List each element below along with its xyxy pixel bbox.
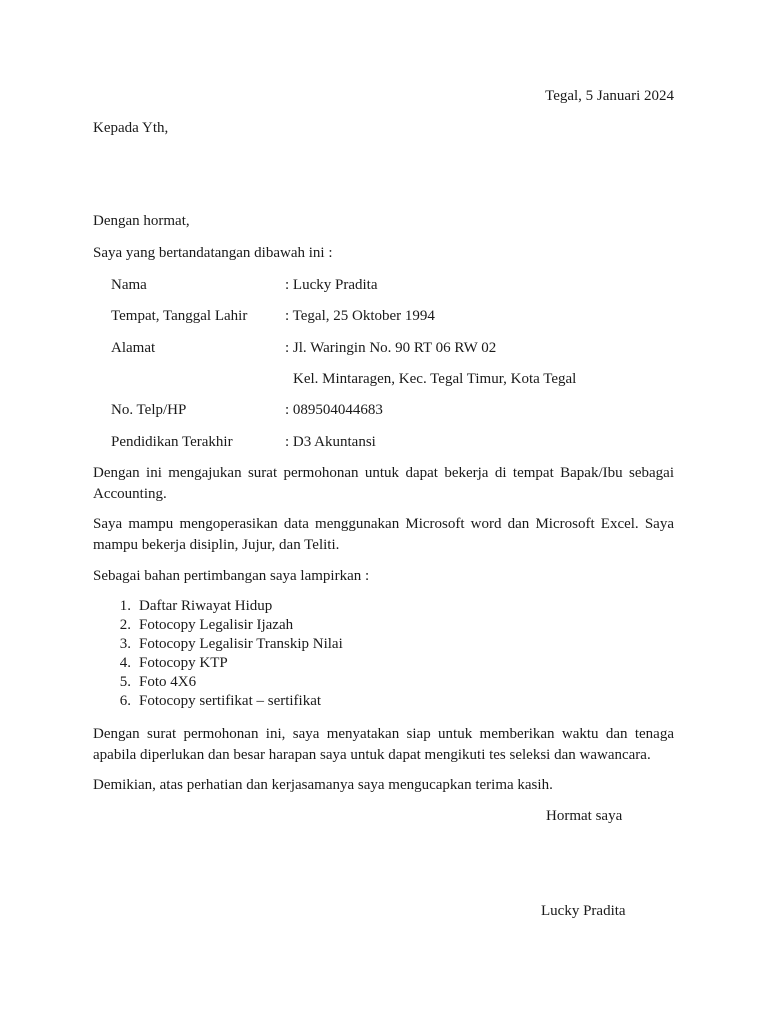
field-value-address-line2: Kel. Mintaragen, Kec. Tegal Timur, Kota Tegal xyxy=(293,371,577,387)
list-item-number: 4. xyxy=(119,655,131,671)
field-value-birth: : Tegal, 25 Oktober 1994 xyxy=(285,308,435,324)
field-value-phone: : 089504044683 xyxy=(285,402,383,418)
list-item: Fotocopy sertifikat – sertifikat xyxy=(139,693,322,709)
field-label-phone: No. Telp/HP xyxy=(111,402,187,418)
list-item: Fotocopy KTP xyxy=(139,655,228,671)
recipient-line: Kepada Yth, xyxy=(93,120,169,136)
field-value-address: : Jl. Waringin No. 90 RT 06 RW 02 xyxy=(285,340,497,356)
list-item-number: 5. xyxy=(119,674,131,690)
field-label-name: Nama xyxy=(111,277,147,293)
field-value-education: : D3 Akuntansi xyxy=(285,434,376,450)
attachments-intro: Sebagai bahan pertimbangan saya lampirkan : xyxy=(93,568,370,584)
list-item: Fotocopy Legalisir Transkip Nilai xyxy=(139,636,343,652)
salutation: Dengan hormat, xyxy=(93,213,190,229)
field-value-name: : Lucky Pradita xyxy=(285,277,378,293)
list-item-number: 1. xyxy=(119,598,131,614)
paragraph-skills: Saya mampu mengoperasikan data menggunakan Microsoft word dan Microsoft Excel. Saya mampu bekerja disiplin, Jujur, dan Teliti. xyxy=(93,516,674,553)
list-item: Foto 4X6 xyxy=(139,674,197,690)
paragraph-thanks: Demikian, atas perhatian dan kerjasamanya saya mengucapkan terima kasih. xyxy=(93,777,553,793)
signature-name: Lucky Pradita xyxy=(541,903,626,919)
list-item-number: 6. xyxy=(119,693,131,709)
intro-line: Saya yang bertandatangan dibawah ini : xyxy=(93,245,333,261)
field-label-education: Pendidikan Terakhir xyxy=(111,434,233,450)
list-item: Daftar Riwayat Hidup xyxy=(139,598,273,614)
field-label-birth: Tempat, Tanggal Lahir xyxy=(111,308,248,324)
list-item: Fotocopy Legalisir Ijazah xyxy=(139,617,294,633)
field-label-address: Alamat xyxy=(111,340,156,356)
paragraph-readiness: Dengan surat permohonan ini, saya menyatakan siap untuk memberikan waktu dan tenaga apabila diperlukan dan besar harapan saya untuk dapat mengikuti tes seleksi dan wawancara. xyxy=(93,726,674,763)
closing-line: Hormat saya xyxy=(546,808,623,824)
list-item-number: 3. xyxy=(119,636,131,652)
paragraph-application: Dengan ini mengajukan surat permohonan untuk dapat bekerja di tempat Bapak/Ibu sebagai Accounting. xyxy=(93,465,674,502)
list-item-number: 2. xyxy=(119,617,131,633)
date-line: Tegal, 5 Januari 2024 xyxy=(545,88,674,104)
